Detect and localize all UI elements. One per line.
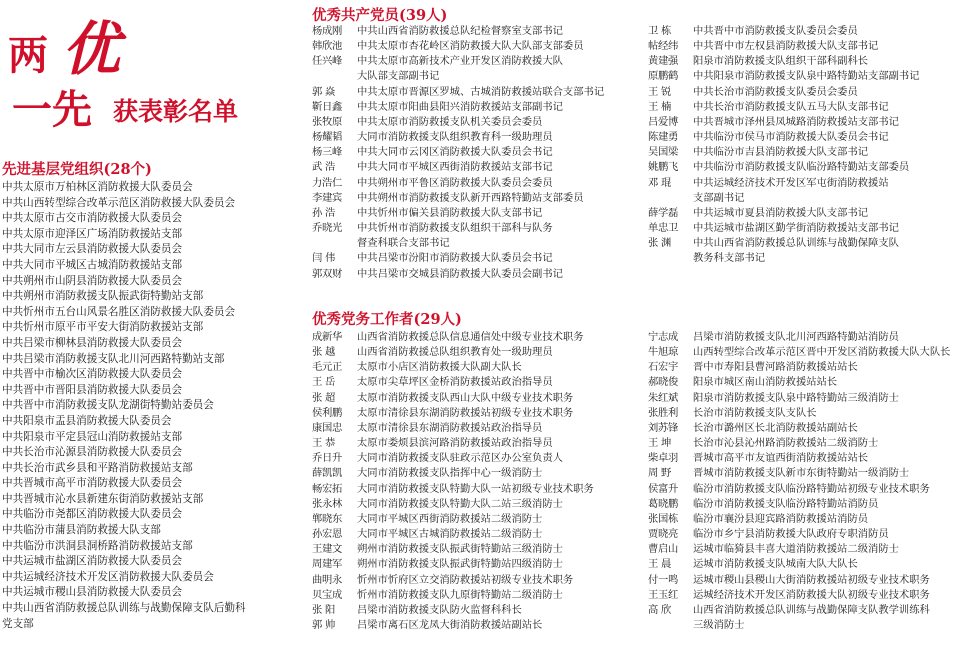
person-title: 阳泉市消防救援支队泉中路特勤站三级消防士 <box>693 391 899 404</box>
person-title: 运城市消防救援支队城南大队大队长 <box>693 558 858 571</box>
person-row <box>648 176 958 191</box>
person-row <box>312 191 652 206</box>
person-title: 忻州市消防救援支队九原街特勤站二级消防士 <box>357 588 563 601</box>
person-name: 曲明永 <box>312 573 342 586</box>
person-name: 姚鹏飞 <box>648 161 678 174</box>
person-row <box>312 267 652 282</box>
person-row <box>312 160 652 175</box>
person-name: 黄建强 <box>648 55 678 68</box>
person-title: 长治市潞州区长北消防救援站副站长 <box>693 421 858 434</box>
organization-item: 中共晋中市晋阳县消防救援大队委员会 <box>2 383 183 396</box>
person-name: 王 岳 <box>312 376 335 389</box>
person-title: 太原市清徐县东湖消防救援站初级专业技术职务 <box>357 406 574 419</box>
person-title: 晋中市寿阳县曹河路消防救援站站长 <box>693 361 858 374</box>
person-title: 中共晋中市左权县消防救援大队支部书记 <box>693 40 879 53</box>
person-name: 郭 焱 <box>312 85 335 98</box>
organization-item: 中共阳泉市平定县冠山消防救援站支部 <box>2 430 183 443</box>
person-row <box>312 330 652 345</box>
members-list-left <box>312 24 652 282</box>
person-title: 中共临汾市吉县消防救援大队支部书记 <box>693 146 869 159</box>
person-row <box>648 39 958 54</box>
person-row <box>648 160 958 175</box>
person-title: 中共运城经济技术开发区军屯街消防救援站 <box>693 176 889 189</box>
person-title: 中共太原市高新技术产业开发区消防救援大队 <box>357 55 563 68</box>
person-name: 侯利鹏 <box>312 406 342 419</box>
person-name: 任兴峰 <box>312 55 342 68</box>
person-row <box>648 421 958 436</box>
person-title: 太原市清徐县东湖消防救援站政治指导员 <box>357 421 543 434</box>
organization-item: 中共晋中市榆次区消防救援大队委员会 <box>2 368 183 381</box>
person-row-continuation <box>648 251 958 266</box>
organization-item: 中共大同市左云县消防救援大队委员会 <box>2 243 183 256</box>
person-title: 运城市临猗县丰喜大道消防救援站二级消防士 <box>693 543 899 556</box>
person-name: 孙 浩 <box>312 206 335 219</box>
person-name: 王 坤 <box>648 437 671 450</box>
person-name: 杨三峰 <box>312 146 342 159</box>
person-title: 中共长治市消防救援支队委员会委员 <box>693 85 858 98</box>
person-name: 闫 伟 <box>312 252 335 265</box>
person-name: 贝宝成 <box>312 588 342 601</box>
person-row <box>648 588 958 603</box>
person-row <box>312 115 652 130</box>
person-row <box>648 466 958 481</box>
person-name: 武 浩 <box>312 161 335 174</box>
person-row <box>312 451 652 466</box>
person-title: 山西省消防救援总队训练与战勤保障支队教学训练科 <box>693 603 930 616</box>
person-title: 太原市尖草坪区金桥消防救援站政治指导员 <box>357 376 553 389</box>
person-title: 中共朔州市消防救援支队新开西路特勤站支部委员 <box>357 191 584 204</box>
person-name: 付一鸣 <box>648 573 678 586</box>
person-row <box>648 436 958 451</box>
person-name: 张国栋 <box>648 512 678 525</box>
person-name: 张胜利 <box>648 406 678 419</box>
organization-item: 中共吕梁市柳林县消防救援大队委员会 <box>2 336 183 349</box>
organization-item: 中共朔州市山阴县消防救援大队委员会 <box>2 274 183 287</box>
person-name: 原鹏鹤 <box>648 70 678 83</box>
person-name: 力浩仁 <box>312 176 342 189</box>
person-row <box>648 542 958 557</box>
person-row <box>648 115 958 130</box>
organization-list <box>2 180 302 632</box>
person-name: 宁志成 <box>648 331 678 343</box>
person-title: 临汾市消防救援支队临汾路特勤站消防员 <box>693 497 879 510</box>
person-row <box>648 391 958 406</box>
person-name: 牛旭琼 <box>648 346 678 359</box>
person-row <box>648 330 958 345</box>
person-name: 张 超 <box>312 391 335 404</box>
person-name: 帖经纬 <box>648 40 678 53</box>
person-title: 朔州市消防救援支队振武街特勤站四级消防士 <box>357 558 563 571</box>
person-title: 中共吕梁市交城县消防救援大队委员会副书记 <box>357 267 563 280</box>
person-row <box>312 85 652 100</box>
person-title: 大同市消防救援支队特勤大队一站初级专业技术职务 <box>357 482 594 495</box>
organization-item: 中共晋城市沁水县新建东街消防救援站支部 <box>2 492 204 505</box>
person-name: 王 锐 <box>648 85 671 98</box>
person-title: 大同市消防救援支队特勤大队二站三级消防士 <box>357 497 563 510</box>
workers-list-right <box>648 330 958 633</box>
person-title: 中共忻州市消防救援支队组织干部科与队务 <box>357 222 553 235</box>
person-title: 中共大同市云冈区消防救援大队委员会书记 <box>357 146 553 159</box>
title-char-you: 优 <box>62 15 121 83</box>
person-name: 畅宏拓 <box>312 482 342 495</box>
person-row <box>312 39 652 54</box>
person-row <box>312 557 652 572</box>
person-name: 王 恭 <box>312 437 335 450</box>
person-row <box>648 130 958 145</box>
person-name: 石宏宇 <box>648 361 678 374</box>
person-row <box>312 603 652 618</box>
section-heading-members: 优秀共产党员(39人) <box>312 7 448 24</box>
person-title: 中共吕梁市汾阳市消防救援大队委员会书记 <box>357 252 553 265</box>
section-heading-workers: 优秀党务工作者(29人) <box>312 311 462 328</box>
person-row <box>312 391 652 406</box>
title-char-liang: 两 <box>8 32 48 79</box>
person-title: 山西转型综合改革示范区晋中开发区消防救援大队大队长 <box>693 346 951 359</box>
person-row-continuation <box>648 191 958 206</box>
person-title: 长治市沁县沁州路消防救援站二级消防士 <box>693 437 879 450</box>
person-name: 郭 帅 <box>312 618 335 631</box>
person-name: 李建宾 <box>312 191 342 204</box>
workers-list-left <box>312 330 652 633</box>
organization-item: 中共长治市武乡县和平路消防救援站支部 <box>2 461 193 474</box>
person-title: 晋城市高平市友谊西街消防救援站站长 <box>693 452 869 465</box>
person-row <box>312 512 652 527</box>
person-name: 周建军 <box>312 558 342 571</box>
person-row <box>312 421 652 436</box>
page-title: 获表彰名单 <box>113 97 239 126</box>
person-name: 王 晨 <box>648 558 671 571</box>
person-row <box>648 573 958 588</box>
person-row <box>312 345 652 360</box>
person-row <box>648 85 958 100</box>
person-name: 张永林 <box>312 497 342 510</box>
person-name: 高 欣 <box>648 603 671 616</box>
organization-item: 中共山西省消防救援总队训练与战勤保障支队后勤科 <box>2 602 246 615</box>
person-row <box>312 176 652 191</box>
person-title: 中共运城市盐湖区勤学街消防救援站支部书记 <box>693 222 899 235</box>
person-row <box>648 512 958 527</box>
title-char-yixian: 一先 <box>12 86 92 133</box>
person-title: 大同市消防救援支队驻政示范区办公室负责人 <box>357 452 563 465</box>
person-row <box>648 375 958 390</box>
person-title: 中共运城市夏县消防救援大队支部书记 <box>693 206 869 219</box>
person-title: 吕梁市消防救援支队北川河西路特勤站消防员 <box>693 331 899 343</box>
organization-item: 中共忻州市原平市平安大街消防救援站支部 <box>2 321 204 334</box>
person-row-continuation <box>312 69 652 84</box>
person-title: 临汾市乡宁县消防救援大队政府专职消防员 <box>693 528 889 541</box>
person-title: 中共太原市杏花岭区消防救援大队大队部支部委员 <box>357 40 584 53</box>
person-row <box>312 573 652 588</box>
person-row <box>648 145 958 160</box>
person-row <box>312 206 652 221</box>
person-row <box>648 360 958 375</box>
person-name: 张牧原 <box>312 115 342 128</box>
person-row <box>648 69 958 84</box>
person-title: 大队部支部副书记 <box>357 70 440 83</box>
person-row <box>312 406 652 421</box>
person-title: 教务科支部书记 <box>693 252 766 265</box>
person-row <box>312 100 652 115</box>
person-name: 韩欣池 <box>312 40 342 53</box>
organization-item: 中共太原市迎泽区广场消防救援站支部 <box>2 227 183 240</box>
person-title: 太原市消防救援支队西山大队中级专业技术职务 <box>357 391 574 404</box>
person-title: 中共长治市消防救援支队五马大队支部书记 <box>693 100 889 113</box>
person-title: 长治市消防救援支队支队长 <box>693 406 817 419</box>
person-row <box>648 451 958 466</box>
organization-item: 中共晋中市消防救援支队龙湖街特勤站委员会 <box>2 399 214 412</box>
person-name: 薛学磊 <box>648 206 678 219</box>
organization-item: 中共阳泉市盂县消防救援大队委员会 <box>2 414 172 427</box>
person-name: 卫 栋 <box>648 25 671 37</box>
members-list-right <box>648 24 958 267</box>
person-row <box>312 542 652 557</box>
person-name: 王 楠 <box>648 100 671 113</box>
person-name: 柴卓羽 <box>648 452 678 465</box>
person-name: 贾晓亮 <box>648 528 678 541</box>
person-title: 中共朔州市平鲁区消防救援大队委员会委员 <box>357 176 553 189</box>
person-name: 单忠卫 <box>648 222 678 235</box>
person-row <box>648 345 958 360</box>
person-row <box>648 221 958 236</box>
person-row <box>648 24 958 39</box>
person-name: 孙宏恩 <box>312 528 342 541</box>
person-row <box>312 375 652 390</box>
person-row <box>648 206 958 221</box>
person-row <box>312 527 652 542</box>
person-row <box>312 482 652 497</box>
person-title: 大同市平城区西街消防救援站二级消防士 <box>357 512 543 525</box>
person-row <box>312 221 652 236</box>
section-heading-organizations: 先进基层党组织(28个) <box>2 161 152 178</box>
person-name: 吴国梁 <box>648 146 678 159</box>
organization-item: 中共朔州市消防救援支队振武街特勤站支部 <box>2 290 204 303</box>
person-row <box>648 54 958 69</box>
person-title: 支部副书记 <box>693 191 745 204</box>
person-title: 中共山西省消防救援总队纪检督察室支部书记 <box>357 25 563 37</box>
organization-item: 中共临汾市蒲县消防救援大队支部 <box>2 524 161 537</box>
person-row <box>312 497 652 512</box>
person-row <box>312 251 652 266</box>
person-name: 周 野 <box>648 467 671 480</box>
person-name: 毛元正 <box>312 361 342 374</box>
person-title: 大同市平城区古城消防救援站二级消防士 <box>357 528 543 541</box>
organization-item: 中共忻州市五台山风景名胜区消防救援大队委员会 <box>2 305 236 318</box>
organization-item: 中共长治市沁源县消防救援大队委员会 <box>2 446 183 459</box>
person-title: 临汾市襄汾县迎宾路消防救援站消防员 <box>693 512 869 525</box>
organization-item: 中共大同市平城区古城消防救援站支部 <box>2 258 183 271</box>
person-title: 山西省消防救援总队组织教育处一级助理员 <box>357 346 553 359</box>
person-title: 运城经济技术开发区消防救援大队初级专业技术职务 <box>693 588 930 601</box>
organization-item: 中共晋城市高平市消防救援大队委员会 <box>2 477 183 490</box>
person-title: 中共晋中市消防救援支队委员会委员 <box>693 25 858 37</box>
person-title: 中共临汾市侯马市消防救援大队委员会书记 <box>693 131 889 144</box>
organization-item: 中共运城市稷山县消防救援大队委员会 <box>2 586 183 599</box>
person-title: 运城市稷山县稷山大街消防救援站初级专业技术职务 <box>693 573 930 586</box>
organization-item: 中共吕梁市消防救援支队北川河西路特勤站支部 <box>2 352 225 365</box>
organization-item: 中共太原市古交市消防救援大队委员会 <box>2 212 183 225</box>
person-row <box>648 557 958 572</box>
person-row <box>648 406 958 421</box>
person-name: 吕爱博 <box>648 115 678 128</box>
person-title: 朔州市消防救援支队振武街特勤站三级消防士 <box>357 543 563 556</box>
person-name: 靳日鑫 <box>312 100 342 113</box>
person-title: 中共太原市消防救援支队机关委员会委员 <box>357 115 543 128</box>
person-name: 曹启山 <box>648 543 678 556</box>
person-title: 大同市消防救援支队组织教育科一级助理员 <box>357 131 553 144</box>
person-title: 阳泉市消防救援支队组织干部科副科长 <box>693 55 869 68</box>
organization-item: 中共运城经济技术开发区消防救援大队委员会 <box>2 570 214 583</box>
person-row <box>648 100 958 115</box>
person-name: 张 阳 <box>312 603 335 616</box>
person-row <box>312 130 652 145</box>
person-name: 王玉红 <box>648 588 678 601</box>
person-row <box>648 527 958 542</box>
person-title: 太原市娄烦县滨河路消防救援站政治指导员 <box>357 437 553 450</box>
person-name: 张 越 <box>312 346 335 359</box>
person-row <box>648 603 958 618</box>
organization-item: 中共太原市万柏林区消防救援大队委员会 <box>2 181 193 193</box>
person-title: 中共晋城市泽州县凤城路消防救援站支部书记 <box>693 115 899 128</box>
person-name: 邓 琨 <box>648 176 671 189</box>
person-title: 督查科联合支部书记 <box>357 237 450 250</box>
person-title: 山西省消防救援总队信息通信处中级专业技术职务 <box>357 331 584 343</box>
organization-item: 中共临汾市洪洞县洞桥路消防救援站支部 <box>2 539 193 552</box>
person-title: 中共忻州市偏关县消防救援大队支部书记 <box>357 206 543 219</box>
person-name: 葛晓鹏 <box>648 497 678 510</box>
person-title: 吕梁市离石区龙凤大街消防救援站副站长 <box>357 618 543 631</box>
person-row <box>312 436 652 451</box>
person-row <box>312 466 652 481</box>
organization-item: 中共临汾市尧都区消防救援大队委员会 <box>2 508 183 521</box>
person-title: 吕梁市消防救援支队防火监督科科长 <box>357 603 522 616</box>
person-title: 中共山西省消防救援总队训练与战勤保障支队 <box>693 237 899 250</box>
person-title: 中共临汾市消防救援支队临汾路特勤站支部委员 <box>693 161 910 174</box>
person-name: 康国忠 <box>312 421 342 434</box>
person-title: 中共大同市平城区西街消防救援站支部书记 <box>357 161 553 174</box>
person-row-continuation <box>312 236 652 251</box>
person-row <box>312 54 652 69</box>
person-name: 陈建勇 <box>648 131 678 144</box>
person-row <box>312 360 652 375</box>
person-title: 中共太原市晋源区罗城、古城消防救援站联合支部书记 <box>357 85 605 98</box>
person-row <box>312 145 652 160</box>
person-title: 中共太原市阳曲县阳兴消防救援站支部副书记 <box>357 100 563 113</box>
person-name: 王建文 <box>312 543 342 556</box>
person-name: 张 渊 <box>648 237 671 250</box>
person-row <box>312 618 652 633</box>
person-name: 刘苏锋 <box>648 421 678 434</box>
person-name: 郭双财 <box>312 267 342 280</box>
person-name: 成新华 <box>312 331 342 343</box>
person-title: 忻州市忻府区立交消防救援站初级专业技术职务 <box>357 573 574 586</box>
person-title: 阳泉市城区南山消防救援站站长 <box>693 376 838 389</box>
organization-item: 中共山西转型综合改革示范区消防救援大队委员会 <box>2 196 236 209</box>
person-name: 杨成刚 <box>312 25 342 37</box>
person-row <box>312 588 652 603</box>
person-row <box>648 497 958 512</box>
organization-item: 中共运城市盐湖区消防救援大队委员会 <box>2 555 183 568</box>
person-name: 乔晓光 <box>312 222 342 235</box>
person-name: 郝晓俊 <box>648 376 678 389</box>
person-name: 朱红斌 <box>648 391 678 404</box>
person-name: 郸晓东 <box>312 512 342 525</box>
person-title: 晋城市消防救援支队新市东街特勤站一级消防士 <box>693 467 910 480</box>
person-row <box>648 236 958 251</box>
person-title: 三级消防士 <box>693 618 745 631</box>
person-title: 太原市小店区消防救援大队副大队长 <box>357 361 522 374</box>
organization-item: 党支部 <box>2 617 34 630</box>
person-name: 侯富升 <box>648 482 678 495</box>
person-row-continuation <box>648 618 958 633</box>
person-row <box>312 24 652 39</box>
person-name: 乔日升 <box>312 452 342 465</box>
person-name: 薛凯凯 <box>312 467 342 480</box>
person-title: 临汾市消防救援支队临汾路特勤站初级专业技术职务 <box>693 482 930 495</box>
person-name: 杨耀韬 <box>312 131 342 144</box>
person-title: 中共阳泉市消防救援支队泉中路特勤站支部副书记 <box>693 70 920 83</box>
person-row <box>648 482 958 497</box>
person-title: 大同市消防救援支队指挥中心一级消防士 <box>357 467 543 480</box>
